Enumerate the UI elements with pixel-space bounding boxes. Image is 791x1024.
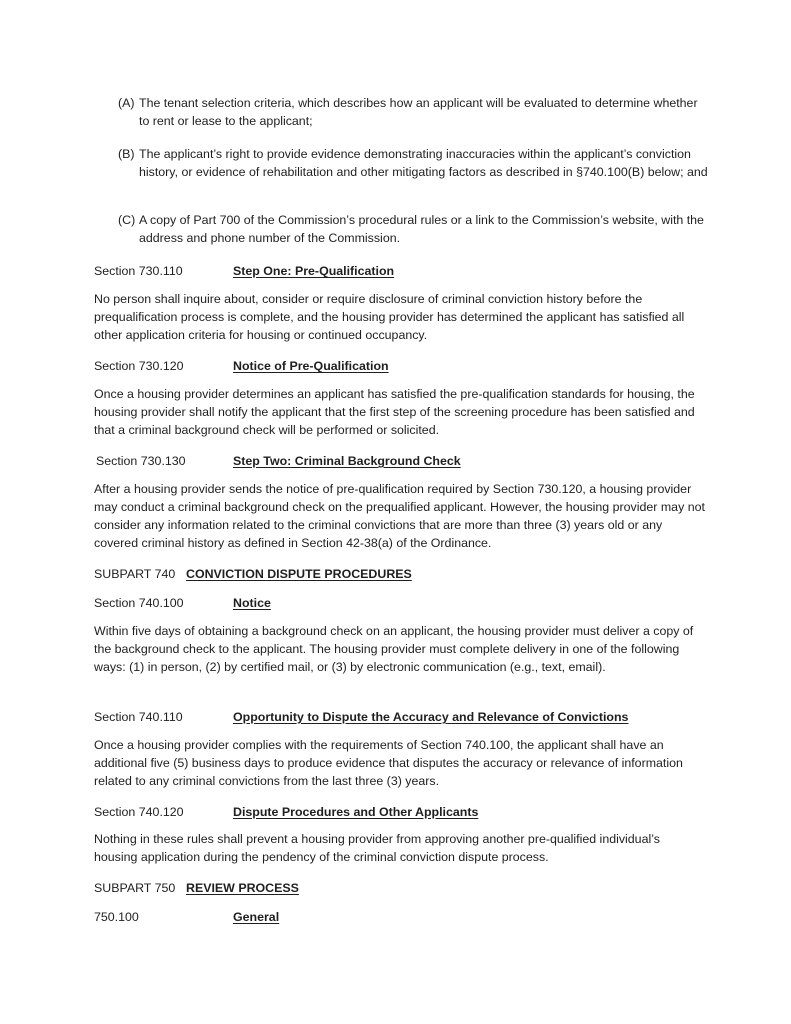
list-item-letter: (C) <box>118 213 136 227</box>
section-number: Section 740.100 <box>94 596 184 610</box>
section-title: Notice <box>233 596 271 610</box>
list-item-c <box>118 211 708 247</box>
list-item-text: The tenant selection criteria, which describes how an applicant will be evaluated to determine whether to rent or lease to the applicant; <box>139 96 698 128</box>
section-heading-730-130 <box>96 452 716 470</box>
section-heading-740-120 <box>94 803 714 821</box>
section-title: Dispute Procedures and Other Applicants <box>233 805 479 819</box>
section-heading-740-100 <box>94 594 714 612</box>
list-item-letter: (A) <box>118 96 135 110</box>
list-item-text: A copy of Part 700 of the Commission’s procedural rules or a link to the Commission’s website, with the address and phone number of the Commission. <box>139 213 704 245</box>
subpart-heading-750 <box>94 879 714 897</box>
section-title: General <box>233 910 280 924</box>
section-heading-750-100 <box>94 908 714 926</box>
section-body-730-110: No person shall inquire about, consider or require disclosure of criminal conviction history before the prequalification process is complete, and the housing provider has determined the applicant has satisfied all other application criteria for housing or continued occupancy. <box>94 292 685 342</box>
subpart-heading-740 <box>94 565 714 583</box>
section-body-740-100: Within five days of obtaining a background check on an applicant, the housing provider must deliver a copy of the background check to the applicant. The housing provider must complete delivery in one of the following ways: (1) in person, (2) by certified mail, or (3) by electronic communication (e.g., text, email). <box>94 624 694 674</box>
subpart-number: SUBPART 750 <box>94 881 176 895</box>
list-item-letter: (B) <box>118 147 135 161</box>
section-title: Notice of Pre-Qualification <box>233 359 389 373</box>
section-number: 750.100 <box>94 910 139 924</box>
section-number: Section 740.120 <box>94 805 184 819</box>
subpart-number: SUBPART 740 <box>94 567 176 581</box>
section-title: Opportunity to Dispute the Accuracy and Relevance of Convictions <box>233 710 629 724</box>
section-number: Section 730.120 <box>94 359 184 373</box>
section-body-740-110: Once a housing provider complies with the requirements of Section 740.100, the applicant shall have an additional five (5) business days to produce evidence that disputes the accuracy or relevance of information related to any criminal convictions from the last three (3) years. <box>94 738 683 788</box>
list-item-b <box>118 145 708 181</box>
list-item-text: The applicant’s right to provide evidence demonstrating inaccuracies within the applicant’s conviction history, or evidence of rehabilitation and other mitigating factors as described in §740.100(B) below; and <box>139 147 708 179</box>
subpart-title: REVIEW PROCESS <box>186 881 299 895</box>
section-number: Section 730.130 <box>96 454 186 468</box>
section-number: Section 740.110 <box>94 710 183 724</box>
section-heading-730-110 <box>94 262 714 280</box>
section-heading-730-120 <box>94 357 714 375</box>
section-body-730-130: After a housing provider sends the notice of pre-qualification required by Section 730.120, a housing provider may conduct a criminal background check on the prequalified applicant. However, the housing provider may not consider any information related to the criminal convictions that are more than three (3) years old or any covered criminal history as defined in Section 42-38(a) of the Ordinance. <box>94 482 705 550</box>
list-item-a <box>118 94 708 130</box>
section-number: Section 730.110 <box>94 264 183 278</box>
subpart-title: CONVICTION DISPUTE PROCEDURES <box>186 567 412 581</box>
section-heading-740-110 <box>94 708 714 726</box>
section-body-730-120: Once a housing provider determines an applicant has satisfied the pre-qualification standards for housing, the housing provider shall notify the applicant that the first step of the screening procedure has been satisfied and that a criminal background check will be performed or solicited. <box>94 387 695 437</box>
section-title: Step Two: Criminal Background Check <box>233 454 461 468</box>
section-body-740-120: Nothing in these rules shall prevent a housing provider from approving another pre-qualified individual’s housing application during the pendency of the criminal conviction dispute process. <box>94 832 660 864</box>
section-title: Step One: Pre-Qualification <box>233 264 395 278</box>
